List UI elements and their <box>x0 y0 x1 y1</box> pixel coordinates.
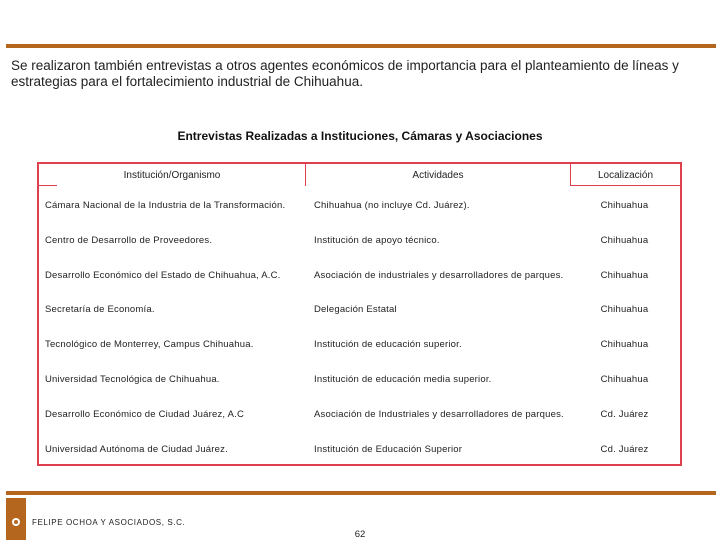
table-row <box>39 187 680 222</box>
table-row <box>39 222 680 257</box>
table-row <box>39 361 680 396</box>
cell-actividades: Delegación Estatal <box>314 304 397 316</box>
table-body <box>39 187 680 465</box>
cell-institucion: Centro de Desarrollo de Proveedores. <box>45 234 213 246</box>
cell-institucion: Universidad Autónoma de Ciudad Juárez. <box>45 443 228 455</box>
intro-paragraph: Se realizaron también entrevistas a otros agentes económicos de importancia para el planteamiento de líneas y estrategias para el fortalecimiento industrial de Chihuahua. <box>11 58 679 89</box>
footer-divider <box>6 491 716 495</box>
table-row <box>39 396 680 431</box>
table-title: Entrevistas Realizadas a Instituciones, Cámaras y Asociaciones <box>177 129 543 143</box>
cell-actividades: Asociación de Industriales y desarrolladores de parques. <box>314 408 564 420</box>
cell-localizacion: Cd. Juárez <box>600 408 649 420</box>
cell-localizacion: Chihuahua <box>600 234 649 246</box>
header-institucion: Institución/Organismo <box>123 170 221 181</box>
top-divider <box>6 44 716 48</box>
table-row <box>39 291 680 326</box>
cell-localizacion: Chihuahua <box>600 269 649 281</box>
header-underline-left <box>39 185 57 186</box>
table-row <box>39 431 680 466</box>
header-localizacion: Localización <box>597 170 654 181</box>
table-row <box>39 257 680 292</box>
cell-institucion: Cámara Nacional de la Industria de la Transformación. <box>45 200 286 211</box>
bullet-icon <box>12 518 20 526</box>
header-actividades: Actividades <box>412 170 464 181</box>
cell-actividades: Institución de educación media superior. <box>314 373 492 385</box>
cell-actividades: Institución de educación superior. <box>314 339 462 351</box>
cell-institucion: Secretaría de Economía. <box>45 304 155 316</box>
cell-institucion: Desarrollo Económico de Ciudad Juárez, A.C <box>45 408 245 420</box>
cell-localizacion: Chihuahua <box>600 304 649 316</box>
footer-company: FELIPE OCHOA Y ASOCIADOS, S.C. <box>32 518 186 527</box>
cell-institucion: Universidad Tecnológica de Chihuahua. <box>45 373 220 385</box>
cell-localizacion: Chihuahua <box>600 200 649 211</box>
cell-actividades: Institución de Educación Superior <box>314 443 463 455</box>
cell-actividades: Chihuahua (no incluye Cd. Juárez). <box>314 200 470 211</box>
table-row <box>39 326 680 361</box>
cell-localizacion: Chihuahua <box>600 339 649 351</box>
cell-institucion: Tecnológico de Monterrey, Campus Chihuahua. <box>45 339 254 351</box>
cell-institucion: Desarrollo Económico del Estado de Chihuahua, A.C. <box>45 269 281 281</box>
cell-actividades: Asociación de industriales y desarrolladores de parques. <box>314 269 564 281</box>
cell-actividades: Institución de apoyo técnico. <box>314 234 440 246</box>
cell-localizacion: Chihuahua <box>600 373 649 385</box>
page-number: 62 <box>354 529 366 540</box>
header-underline-right <box>570 185 680 186</box>
cell-localizacion: Cd. Juárez <box>600 443 649 455</box>
